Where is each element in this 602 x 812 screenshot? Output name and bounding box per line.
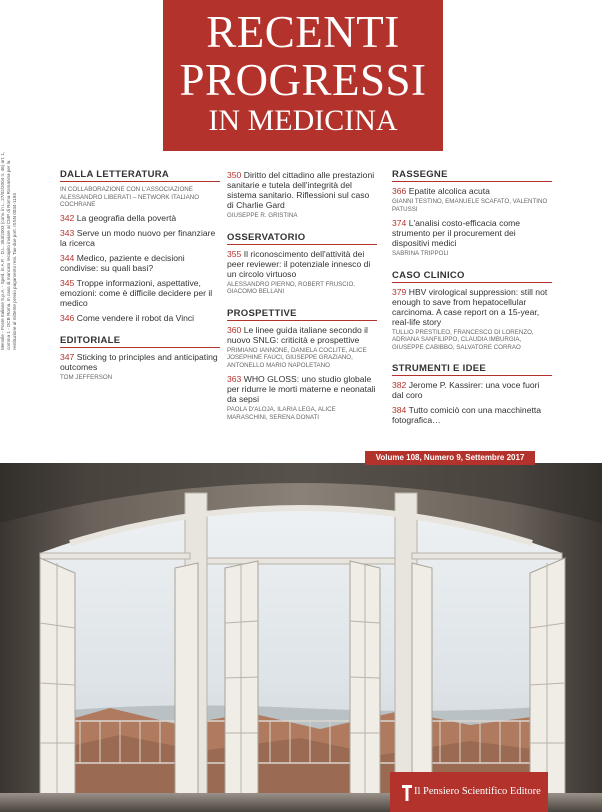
article-title: Medico, paziente e decisioni condivise: su quali basi? [60, 252, 185, 273]
article-title: L'analisi costo-efficacia come strumento per il procurement dei dispositivi medici [392, 218, 521, 248]
toc-entry[interactable] [60, 228, 220, 248]
toc-column-3 [392, 170, 552, 430]
masthead-title-line3: IN MEDICINA [208, 104, 398, 137]
page-number: 347 [60, 351, 75, 362]
article-title: HBV virological suppression: still not enough to save from hepatocellular carcinoma. A case report on a 15-year, real-life story [392, 286, 548, 327]
section-editoriale: EDITORIALE [60, 336, 220, 348]
toc-entry[interactable] [60, 278, 220, 308]
article-authors: GIANNI TESTINO, EMANUELE SCAFATO, VALENTINO PATUSSI [392, 198, 548, 213]
page-number: 343 [60, 227, 75, 238]
article-title: Come vendere il robot da Vinci [76, 312, 195, 323]
article-title: Il riconoscimento dell'attività dei peer reviewer: il potenziale innesco di un circolo virtuoso [227, 248, 371, 279]
page-number: 346 [60, 312, 75, 323]
toc-entry[interactable] [227, 249, 377, 296]
page-number: 384 [392, 405, 407, 415]
article-title: WHO GLOSS: uno studio globale per ridurre le morti materne e neonatali da sepsi [227, 374, 376, 404]
article-title: Tutto comiciò con una macchinetta fotografica… [392, 405, 542, 425]
article-title: Troppe informazioni, aspettative, emozioni: come è difficile decidere per il medico [60, 277, 213, 308]
article-title: Jerome P. Kassirer: una voce fuori dal coro [392, 380, 540, 400]
section-rassegne: RASSEGNE [392, 170, 552, 182]
section-caso-clinico: CASO CLINICO [392, 271, 552, 283]
masthead-title-line1: RECENTI [206, 7, 400, 57]
toc-entry[interactable] [60, 253, 220, 273]
article-title: Diritto del cittadino alle prestazioni sanitarie e tutela dell'integrità del sistema sanitario. Riflessioni sul caso di Charlie Gard [227, 170, 375, 210]
page-number: 366 [392, 186, 407, 196]
article-title: La geografia della povertà [76, 212, 177, 223]
section-strumenti-e-idee: STRUMENTI E IDEE [392, 364, 552, 376]
toc-entry[interactable] [60, 213, 220, 223]
toc-entry[interactable] [227, 325, 377, 370]
toc-entry[interactable] [392, 186, 552, 213]
publisher-logo-icon [402, 785, 412, 801]
postal-legal-sidebar: Mensile - Poste Italiane S.p.A. - Sped. in A.P. - D.L. 353/2003 (conv. in L. 27/02/2004 n. 46) art. 1, comma 1 - DCB Roma. In caso di mancato recapito inviare al CMP di Roma Romanina per la restituzione al mittente previo pagamento resi. Tax-due port. ISSN 0034-1193 [0, 151, 17, 350]
publisher-name: Il Pensiero Scientifico Editore [414, 786, 541, 797]
page-number: 355 [227, 248, 242, 259]
toc-entry[interactable] [392, 218, 552, 258]
article-authors: PRIMIANO IANNONE, DANIELA COCLITE, ALICE JOSEPHINE FAUCI, GIUSEPPE GRAZIANO, ANTONELLO MARIO NAPOLETANO [227, 346, 367, 369]
page-number: 374 [392, 218, 407, 228]
toc-entry[interactable] [60, 313, 220, 323]
article-authors: TOM JEFFERSON [60, 373, 113, 381]
toc-entry[interactable] [227, 170, 377, 220]
toc-entry[interactable] [60, 352, 220, 382]
page-number: 379 [392, 286, 407, 297]
section-note: IN COLLABORAZIONE CON L'ASSOCIAZIONE ALESSANDRO LIBERATI – NETWORK ITALIANO COCHRANE [60, 186, 200, 208]
page-number: 345 [60, 277, 75, 288]
article-authors: GIUSEPPE R. GRISTINA [227, 212, 298, 219]
section-prospettive: PROSPETTIVE [227, 309, 377, 321]
page-number: 342 [60, 212, 75, 223]
masthead [163, 0, 443, 151]
article-authors: SABRINA TRIPPOLI [392, 250, 449, 257]
article-authors: PAOLA D'ALOJA, ILARIA LEGA, ALICE MARASCHINI, SERENA DONATI [227, 406, 336, 421]
toc-entry[interactable] [392, 380, 552, 400]
page-number: 363 [227, 374, 242, 384]
section-dalla-letteratura: DALLA LETTERATURA [60, 170, 220, 182]
article-title: Serve un modo nuovo per finanziare la ricerca [60, 227, 216, 248]
page-number: 382 [392, 380, 407, 390]
toc-column-1 [60, 170, 220, 386]
page-number: 360 [227, 324, 242, 335]
article-authors: ALESSANDRO PIERNO, ROBERT FRUSCIO, GIACOMO BELLANI [227, 280, 356, 295]
article-title: Le linee guida italiane secondo il nuovo SNLG: criticità e prospettive [227, 324, 368, 345]
toc-entry[interactable] [227, 374, 377, 421]
article-authors: TULLIO PRESTILEO, FRANCESCO DI LORENZO, ADRIANA SANFILIPPO, CLAUDIA IMBURGIA, GIUSEPPE CABIBBO, SALVATORE CORRAO [392, 328, 534, 351]
page-number: 350 [227, 170, 242, 180]
masthead-title-line2: PROGRESSI [179, 55, 427, 105]
toc-column-2 [227, 170, 377, 426]
article-title: Sticking to principles and anticipating outcomes [60, 351, 218, 372]
toc-entry[interactable] [392, 287, 552, 352]
section-osservatorio: OSSERVATORIO [227, 233, 377, 245]
page-number: 344 [60, 252, 75, 263]
volume-issue-bar: Volume 108, Numero 9, Settembre 2017 [365, 451, 535, 465]
toc-entry[interactable] [392, 405, 552, 425]
article-title: Epatite alcolica acuta [408, 186, 490, 196]
publisher-block [390, 772, 548, 812]
cover-photo-window [0, 463, 602, 812]
